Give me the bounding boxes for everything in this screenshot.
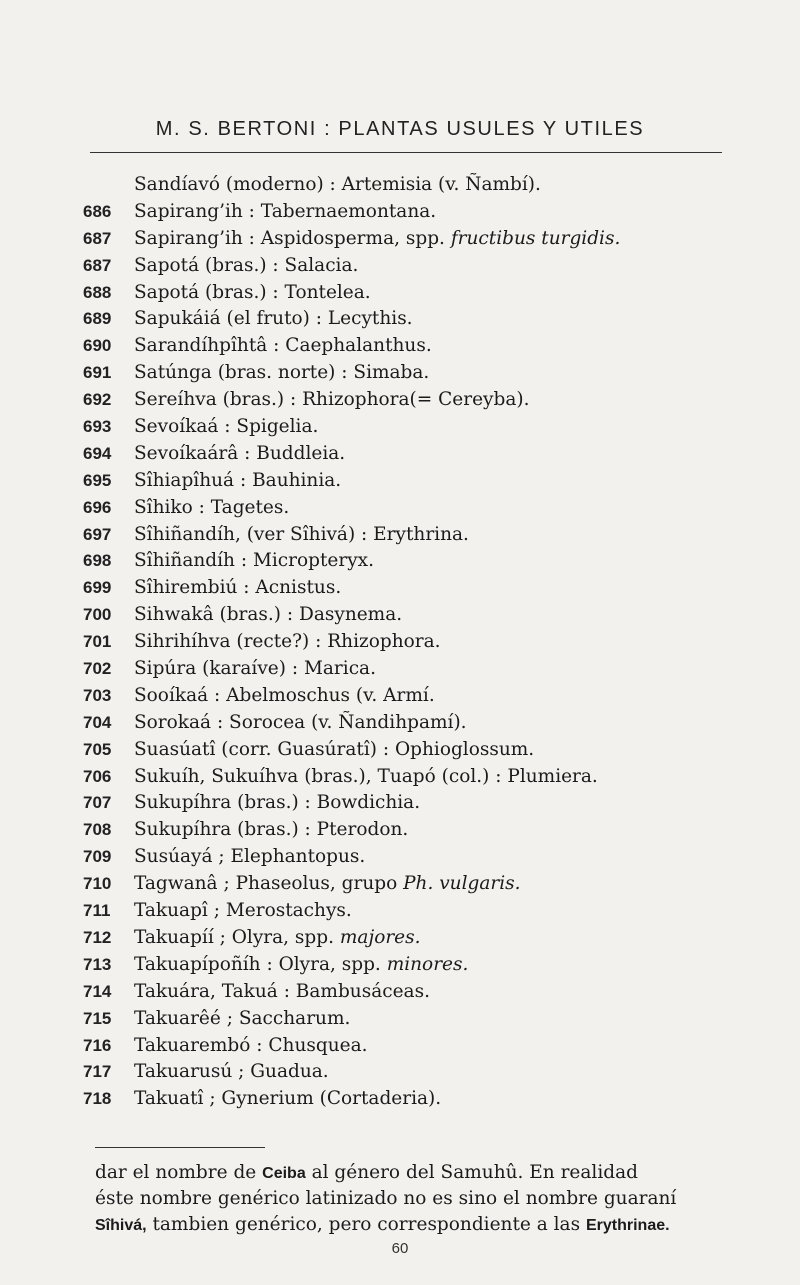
- footnote-line-2: éste nombre genérico latinizado no es sino el nombre guaraní: [95, 1188, 677, 1209]
- entry-row: [0, 790, 800, 817]
- entry-text: [134, 656, 376, 683]
- entry-row: [0, 629, 800, 656]
- entry-number: 696: [83, 497, 112, 517]
- entry-number: 692: [83, 390, 112, 410]
- entry-text: [134, 172, 541, 199]
- entry-row: [0, 468, 800, 495]
- entry-number: 708: [83, 820, 112, 840]
- entry-row: [0, 1033, 800, 1060]
- entry-main-text: Suasúatî (corr. Guasúratî) : Ophioglossum.: [134, 738, 535, 760]
- entry-main-text: Sîhiñandíh, (ver Sîhivá) : Erythrina.: [134, 523, 469, 545]
- entry-text: [134, 522, 469, 549]
- entry-number: 703: [83, 685, 112, 705]
- entry-italic-text: minores.: [386, 953, 469, 975]
- entry-number: 714: [83, 981, 112, 1001]
- entry-row: [0, 548, 800, 575]
- entry-main-text: Sukupíhra (bras.) : Pterodon.: [134, 819, 409, 841]
- entry-text: [134, 979, 430, 1006]
- entry-number: 716: [83, 1035, 112, 1055]
- footnote-term-sihiva: Sîhivá,: [95, 1217, 147, 1234]
- entry-row: [0, 226, 800, 253]
- entry-main-text: Takuarusú ; Guadua.: [134, 1061, 329, 1083]
- entry-main-text: Satúnga (bras. norte) : Simaba.: [134, 362, 430, 384]
- entry-row: [0, 764, 800, 791]
- entry-text: [134, 1086, 441, 1113]
- entry-number: 702: [83, 659, 112, 679]
- entry-row: [0, 1006, 800, 1033]
- entry-main-text: Takuapípoñíh : Olyra, spp.: [134, 953, 381, 975]
- entry-number: 705: [83, 739, 112, 759]
- entry-list: [0, 172, 800, 1113]
- entry-main-text: Sîhiapîhuá : Bauhinia.: [134, 469, 342, 491]
- entry-number: 693: [83, 417, 112, 437]
- entry-number: 709: [83, 847, 112, 867]
- entry-text: [134, 710, 467, 737]
- entry-main-text: Sandíavó (moderno) : Artemisia (v. Ñambí).: [134, 174, 541, 195]
- entry-row: [0, 280, 800, 307]
- entry-text: [134, 925, 421, 952]
- entry-main-text: Sapukáiá (el fruto) : Lecythis.: [134, 308, 413, 330]
- entry-main-text: Takuapî ; Merostachys.: [134, 900, 352, 922]
- entry-text: [134, 817, 408, 844]
- entry-text: [134, 602, 402, 629]
- footnote-text: al género del Samuhû. En realidad: [311, 1162, 638, 1183]
- entry-main-text: Sevoíkaárâ : Buddleia.: [134, 442, 346, 464]
- entry-row: [0, 871, 800, 898]
- entry-text: [134, 1059, 329, 1086]
- entry-text: [134, 360, 429, 387]
- entry-text: [134, 575, 341, 602]
- entry-main-text: Tagwanâ ; Phaseolus, grupo: [134, 873, 398, 895]
- entry-number: 718: [83, 1089, 112, 1109]
- entry-row: [0, 817, 800, 844]
- entry-main-text: Sorokaá : Sorocea (v. Ñandihpamí).: [134, 711, 467, 733]
- entry-text: [134, 764, 598, 791]
- entry-main-text: Sapotá (bras.) : Tontelea.: [134, 281, 371, 303]
- entry-text: [134, 1033, 368, 1060]
- entry-text: [134, 629, 441, 656]
- entry-main-text: Sapirang’ih : Tabernaemontana.: [134, 200, 437, 222]
- entry-italic-text: Ph. vulgaris.: [403, 873, 521, 895]
- entry-text: [134, 495, 289, 522]
- entry-number: 689: [83, 309, 112, 329]
- entry-text: [134, 898, 352, 925]
- entry-main-text: Takuapíí ; Olyra, spp.: [134, 926, 334, 948]
- entry-text: [134, 683, 435, 710]
- entry-main-text: Takuára, Takuá : Bambusáceas.: [134, 980, 430, 1002]
- entry-number: 694: [83, 443, 112, 463]
- entry-number: 700: [83, 605, 112, 625]
- entry-row: [0, 441, 800, 468]
- entry-main-text: Sipúra (karaíve) : Marica.: [134, 658, 376, 680]
- entry-text: [134, 414, 318, 441]
- entry-text: [134, 280, 371, 307]
- page-number: 60: [391, 1240, 409, 1257]
- entry-main-text: Sapotá (bras.) : Salacia.: [134, 254, 359, 276]
- entry-main-text: Sihrihíhva (recte?) : Rhizophora.: [134, 631, 441, 653]
- entry-number: 701: [83, 632, 112, 652]
- entry-row: [0, 495, 800, 522]
- entry-text: [134, 468, 341, 495]
- footnote-text: dar el nombre de: [95, 1162, 257, 1183]
- entry-number: 715: [83, 1008, 112, 1028]
- entry-text: [134, 253, 358, 280]
- entry-main-text: Sukuíh, Sukuíhva (bras.), Tuapó (col.) : Plumiera.: [134, 765, 598, 787]
- footnote-text: tambien genérico, pero correspondiente a las: [152, 1214, 581, 1235]
- entry-text: [134, 306, 413, 333]
- entry-row: [0, 952, 800, 979]
- entry-main-text: Sooíkaá : Abelmoschus (v. Armí.: [134, 684, 435, 706]
- entry-text: [134, 1006, 350, 1033]
- entry-text: [134, 844, 365, 871]
- entry-row: [0, 414, 800, 441]
- entry-row: [0, 1086, 800, 1113]
- entry-number: 706: [83, 766, 112, 786]
- entry-row: [0, 253, 800, 280]
- entry-row: [0, 387, 800, 414]
- entry-number: 717: [83, 1062, 112, 1082]
- entry-row: [0, 844, 800, 871]
- entry-row: [0, 979, 800, 1006]
- entry-number: 690: [83, 336, 112, 356]
- entry-main-text: Takuatî ; Gynerium (Cortaderia).: [134, 1088, 442, 1110]
- entry-main-text: Sîhiko : Tagetes.: [134, 496, 290, 518]
- entry-number: 712: [83, 927, 112, 947]
- entry-main-text: Sapirang’ih : Aspidosperma, spp.: [134, 227, 445, 249]
- entry-number: 699: [83, 578, 112, 598]
- entry-text: [134, 790, 420, 817]
- entry-number: 698: [83, 551, 112, 571]
- entry-main-text: Sihwakâ (bras.) : Dasynema.: [134, 604, 403, 626]
- entry-main-text: Takuarêé ; Saccharum.: [134, 1007, 351, 1029]
- entry-text: [134, 952, 468, 979]
- entry-text: [134, 226, 620, 253]
- entry-row: [0, 333, 800, 360]
- entry-number: 687: [83, 228, 112, 248]
- footnote-term-ceiba: Ceiba: [262, 1165, 306, 1182]
- entry-number: 707: [83, 793, 112, 813]
- entry-text: [134, 199, 436, 226]
- entry-main-text: Susúayá ; Elephantopus.: [134, 846, 366, 868]
- entry-text: [134, 333, 432, 360]
- running-header: M. S. BERTONI : PLANTAS USULES Y UTILES: [155, 118, 645, 140]
- entry-main-text: Sarandíhpîhtâ : Caephalanthus.: [134, 335, 432, 357]
- entry-text: [134, 441, 345, 468]
- entry-row: [0, 199, 800, 226]
- entry-number: 710: [83, 874, 112, 894]
- footnote-rule: [95, 1147, 265, 1148]
- entry-row: [0, 1059, 800, 1086]
- entry-number: 688: [83, 282, 112, 302]
- entry-row: [0, 710, 800, 737]
- entry-row: [0, 737, 800, 764]
- entry-row: [0, 575, 800, 602]
- entry-italic-text: majores.: [339, 926, 421, 948]
- entry-row: [0, 360, 800, 387]
- entry-row: [0, 602, 800, 629]
- entry-number: 687: [83, 255, 112, 275]
- entry-text: [134, 871, 521, 898]
- entry-row: [0, 522, 800, 549]
- entry-text: [134, 737, 534, 764]
- entry-number: 704: [83, 712, 112, 732]
- entry-row: [0, 306, 800, 333]
- header-rule: [90, 152, 722, 153]
- entry-row: [0, 925, 800, 952]
- entry-row: [0, 656, 800, 683]
- entry-number: 713: [83, 954, 112, 974]
- entry-main-text: Sevoíkaá : Spigelia.: [134, 416, 319, 438]
- entry-number: 686: [83, 201, 112, 221]
- entry-row: [0, 172, 800, 199]
- entry-main-text: Takuarembó : Chusquea.: [134, 1034, 368, 1056]
- entry-text: [134, 548, 374, 575]
- entry-number: 695: [83, 470, 112, 490]
- footnote-line-3: [95, 1212, 715, 1240]
- entry-row: [0, 898, 800, 925]
- entry-main-text: Sukupíhra (bras.) : Bowdichia.: [134, 792, 421, 814]
- entry-row: [0, 683, 800, 710]
- entry-number: 697: [83, 524, 112, 544]
- entry-italic-text: fructibus turgidis.: [450, 227, 621, 249]
- footnote-line-1: [95, 1160, 715, 1188]
- footnote-term-erythrinae: Erythrinae.: [585, 1217, 670, 1234]
- entry-text: [134, 387, 529, 414]
- entry-number: 711: [83, 901, 111, 921]
- entry-number: 691: [83, 363, 112, 383]
- entry-main-text: Sîhirembiú : Acnistus.: [134, 577, 342, 599]
- entry-main-text: Sîhiñandíh : Micropteryx.: [134, 550, 374, 572]
- entry-main-text: Sereíhva (bras.) : Rhizophora(= Cereyba).: [134, 389, 530, 411]
